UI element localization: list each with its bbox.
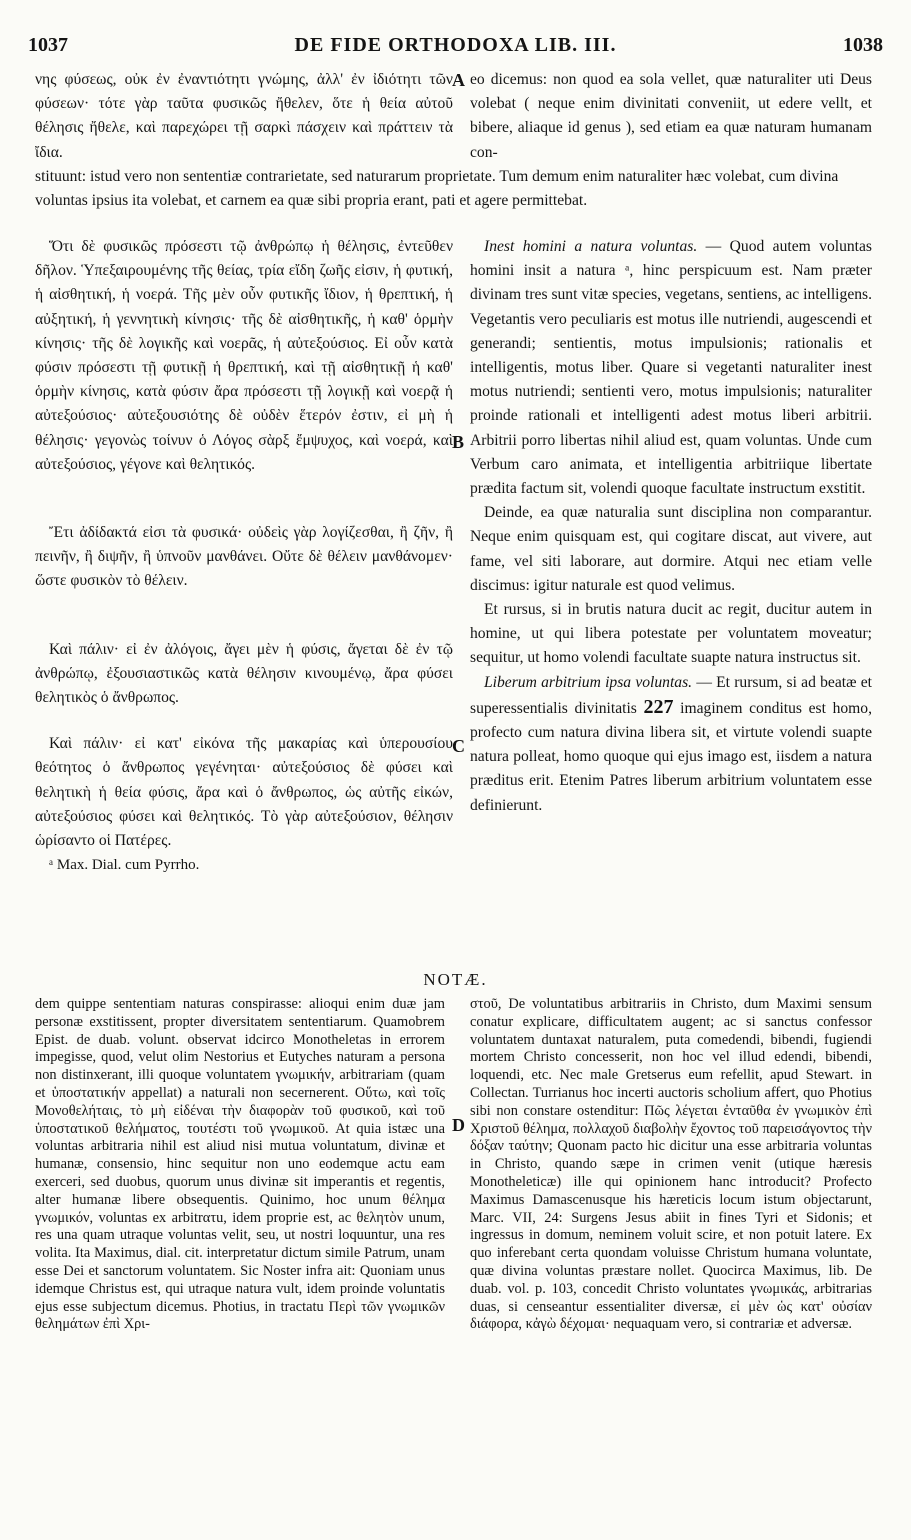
greek-paragraph-4: Καὶ πάλιν· εἰ ἐν ἀλόγοις, ἄγει μὲν ἡ φύσις, ἄγεται δὲ ἐν τῷ ἀνθρώπῳ, ἐξουσιαστικῶς κατὰ θέλησιν κινουμένῳ, ἄρα φύσει θελητικὸς ὁ ἄνθρωπος. bbox=[35, 640, 453, 707]
margin-letter-b: B bbox=[452, 432, 465, 452]
greek-column bbox=[35, 235, 453, 877]
notes-left-column bbox=[35, 996, 445, 1334]
spanning-latin-line bbox=[35, 165, 872, 213]
latin-paragraph-3: Deinde, ea quæ naturalia sunt disciplina non comparantur. Neque enim quisquam est, qui cogitare discat, aut vivere, aut fame, vel siti laborare, aut dormire. Atqui nec etiam velle discimus: igitur naturale est quod velimus. bbox=[470, 504, 872, 594]
greek-text-top bbox=[35, 68, 453, 165]
greek-footnote: ᵃ Max. Dial. cum Pyrrho. bbox=[49, 857, 200, 874]
column-marker-227: 227 bbox=[643, 695, 674, 718]
latin-paragraph-5a: — Et rursum, si ad beatæ et superessentialis divinitatis bbox=[470, 673, 872, 717]
margin-letter-d: D bbox=[452, 1115, 465, 1135]
margin-letter-c: C bbox=[452, 736, 465, 756]
margin-letter-a: A bbox=[452, 70, 465, 90]
latin-column bbox=[470, 235, 872, 818]
notes-heading: NOTÆ. bbox=[423, 970, 488, 989]
greek-paragraph-3: Ἔτι ἀδίδακτά εἰσι τὰ φυσικά· οὐδεὶς γὰρ λογίζεσθαι, ἢ ζῆν, ἢ πεινῆν, ἢ διψῆν, ἢ ὑπνοῦν μανθάνει. Οὔτε δὲ θέλειν μανθάνομεν· ὥστε φυσικὸν τὸ θέλειν. bbox=[35, 524, 453, 590]
right-column-number: 1038 bbox=[843, 34, 883, 56]
notes-right-text: στοῦ, De voluntatibus arbitrariis in Christo, dum Maximi sensum conatur explicare, difficultatem augent; ac si sanctus confessor voluntatem duntaxat naturalem, puta comedendi, bibendi, fugiendi mortem Christo concesserit, non hoc vel illud edendi, bibendi, loquendi, etc. Nec male Gretserus eum refellit, apud Stewart. in Collectan. Turrianus hoc incerti auctoris scholium affert, quo Photius sibi non constare ostenditur: Πῶς λέγεται ἐνταῦθα ἐν γνωμικὸν ἐπὶ Χριστοῦ θέλημα, πολλαχοῦ διαβολὴν ἔχοντος τοῦ παρεισάγοντος τὴν δόξαν ταύτην; Quonam pacto hic dicitur una esse arbitraria voluntas in Christo, quando sæpe in crimen venit (utique hæresis Monotheleticæ) ille qui opinionem hanc introducit? Profecto Maximus Damascenusque his hæreticis locum istum objectarunt, Marc. VII, 24: Surgens Jesus abiit in fines Tyri et Sidonis; et ingressus in domum, neminem voluit scire, et non potuit latere. Ex quo inferebant certa quondam voluisse Christum humana voluntate, quæ divina voluntas præstare nollet. Quocirca Maximus, lib. De duab. vol. p. 103, concedit Christo voluntates γνωμικάς, arbitrarias duas, si censeantur essentialiter diversæ, εἰ μὲν ὡς κατ' οὐσίαν διάφορα, κἀγὼ δέχομαι· nequaquam vero, si contrariæ et adversæ. bbox=[470, 996, 872, 1333]
left-column-number: 1037 bbox=[28, 34, 68, 56]
latin-sidenote-1: Inest homini a natura voluntas. bbox=[484, 238, 698, 255]
running-title: DE FIDE ORTHODOXA LIB. III. bbox=[294, 34, 617, 56]
latin-paragraph-5b: imaginem conditus est homo, profecto cum natura divina libera sit, et virtute volendi suapte natura polleat, homo quoque qui ejus imago est, iisdem a natura præditus erit. Etenim Patres liberum arbitrium voluntatem esse definierunt. bbox=[470, 699, 872, 814]
latin-sidenote-2: Liberum arbitrium ipsa voluntas. bbox=[484, 673, 693, 691]
latin-paragraph-4: Et rursus, si in brutis natura ducit ac regit, ducitur autem in homine, ut qui libera potestate per voluntatem moveatur; sequitur, ut homo volendi facultate suapte natura instructus sit. bbox=[470, 601, 872, 667]
page-header bbox=[28, 34, 883, 60]
greek-paragraph-2: Ὅτι δὲ φυσικῶς πρόσεστι τῷ ἀνθρώπῳ ἡ θέλησις, ἐντεῦθεν δῆλον. Ὑπεξαιρουμένης τῆς θείας, τρία εἴδη ζωῆς εἰσιν, ἡ φυτική, ἡ αἰσθητική, ἡ νοερά. Τῆς μὲν οὖν φυτικῆς ἴδιον, ἡ θρεπτική, ἡ αὐξητική, ἡ γεννητικὴ κίνησις· τῆς δὲ αἰσθητικῆς, ἡ καθ' ὁρμὴν κίνησις· τῆς δὲ λογικῆς καὶ νοερᾶς, ἡ αὐτεξούσιος. Εἰ οὖν κατὰ φύσιν πρόσεστι τῇ φυτικῇ ἡ θρεπτική, καὶ τῇ αἰσθητικῇ ἡ καθ' ὁρμὴν κίνησις, κατὰ φύσιν ἄρα πρόσεστι τῇ λογικῇ καὶ νοερᾷ ἡ αὐτεξούσιος· αὐτεξουσιότης δὲ οὐδὲν ἕτερόν ἐστιν, εἰ μὴ ἡ θέλησις· γεγονὼς τοίνυν ὁ Λόγος σὰρξ ἔμψυχος, καὶ νοερά, καὶ αὐτεξούσιος, γέγονε καὶ θελητικός. bbox=[35, 238, 453, 473]
latin-text-top bbox=[470, 68, 872, 165]
greek-paragraph-1: νης φύσεως, οὐκ ἐν ἐναντιότητι γνώμης, ἀλλ' ἐν ἰδιότητι τῶν φύσεων· τότε γὰρ ταῦτα φυσικῶς ἤθελεν, ὅτε ἡ θεία αὐτοῦ θέλησις ἤθελε, καὶ παρεχώρει τῇ σαρκὶ πάσχειν καὶ πράττειν τὰ ἴδια. bbox=[35, 71, 453, 161]
latin-spanning-paragraph: stituunt: istud vero non sententiæ contrarietate, sed naturarum proprietate. Tum demum enim naturaliter hæc volebat, cum divina voluntas ipsius ita volebat, et carnem ea quæ sibi propria erant, pati et agere permittebat. bbox=[35, 168, 839, 209]
notes-right-column bbox=[470, 996, 872, 1334]
notes-left-text: dem quippe sententiam naturas conspirasse: alioqui enim duæ jam personæ exstitissent, propter diversitatem sententiarum. Quamobrem Epist. de duab. volunt. observat idcirco Monotheletas in errorem impegisse, quod, velut olim Nestorius et Eutyches naturam a persona non distinxerant, illi quoque voluntatem γνωμικήν, arbitrariam (quam et ὑποστατικήν appellat) a naturali non secernerent. Οὕτω, καὶ τοῖς Μονοθελήταις, τὸ μὴ εἰδέναι τὴν διαφορὰν τοῦ φυσικοῦ, καὶ τοῦ ὑποστατικοῦ θελήματος, τουτέστι τοῦ γνωμικοῦ. At quia istæc una voluntas arbitraria nihil est aliud nisi mutua voluntatum, divinæ et humanæ, consensio, hinc sequitur non uno eodemque actu eam exerceri, sed duobus, quorum unus divinæ sit imperantis et regentis, alter humanæ libere obsequentis. Quinimo, hoc unum θέλημα γνωμικόν, voluntas ex arbitrατu, idem proprie est, ac θελητὸν unum, res una quam utraque voluntas velit, seu, ut nostri loquuntur, una res volita. Ita Maximus, dial. cit. interpretatur dictum simile Patrum, unam esse Dei et sanctorum voluntatem. Sic Noster infra ait: Quoniam unus idemque Christus est, qui utraque natura vult, idem proinde voluntatis ejus esse subjectum dicemus. Photius, in tractatu Περὶ τῶν γνωμικῶν θελημάτων ἐπὶ Χρι- bbox=[35, 996, 445, 1333]
latin-paragraph-1: eo dicemus: non quod ea sola vellet, quæ naturaliter uti Deus volebat ( neque enim divinitati conveniit, ut edere vellt, et bibere, aliaque id genus ), sed etiam ea quæ naturam humanam con- bbox=[470, 71, 872, 161]
greek-paragraph-5: Καὶ πάλιν· εἰ κατ' εἰκόνα τῆς μακαρίας καὶ ὑπερουσίου θεότητος ὁ ἄνθρωπος γεγένηται· αὐτεξούσιος δὲ φύσει καὶ θελητικὴ ἡ θεία φύσις, ἄρα καὶ ὁ ἄνθρωπος, ὡς αὐτῆς εἰκών, αὐτεξούσιος φύσει καὶ θελητικός. Τὸ γὰρ αὐτεξούσιον, θέλησιν ὡρίσαντο οἱ Πατέρες. bbox=[35, 735, 453, 850]
latin-paragraph-2: — Quod autem voluntas homini insit a natura ᵃ, hinc perspicuum est. Nam præter divinam tres sunt vitæ species, vegetans, sentiens, ac intelligens. Vegetantis vero peculiaris est motus ille nutriendi, augescendi et generandi; sentientis, motus impulsionis; rationalis et intelligentis, motus liber. Quare si vegetanti naturaliter inest motus nutriendi; sentienti vero, motus impulsionis; naturaliter proinde rationali et intelligenti adest motus liberi arbitrii. Arbitrii porro libertas nihil aliud est, quam voluntas. Unde cum Verbum caro animata, et intelligentia arbitriique libertate prædita factum sit, volendi quoque facultate instructum exstitit. bbox=[470, 238, 872, 498]
